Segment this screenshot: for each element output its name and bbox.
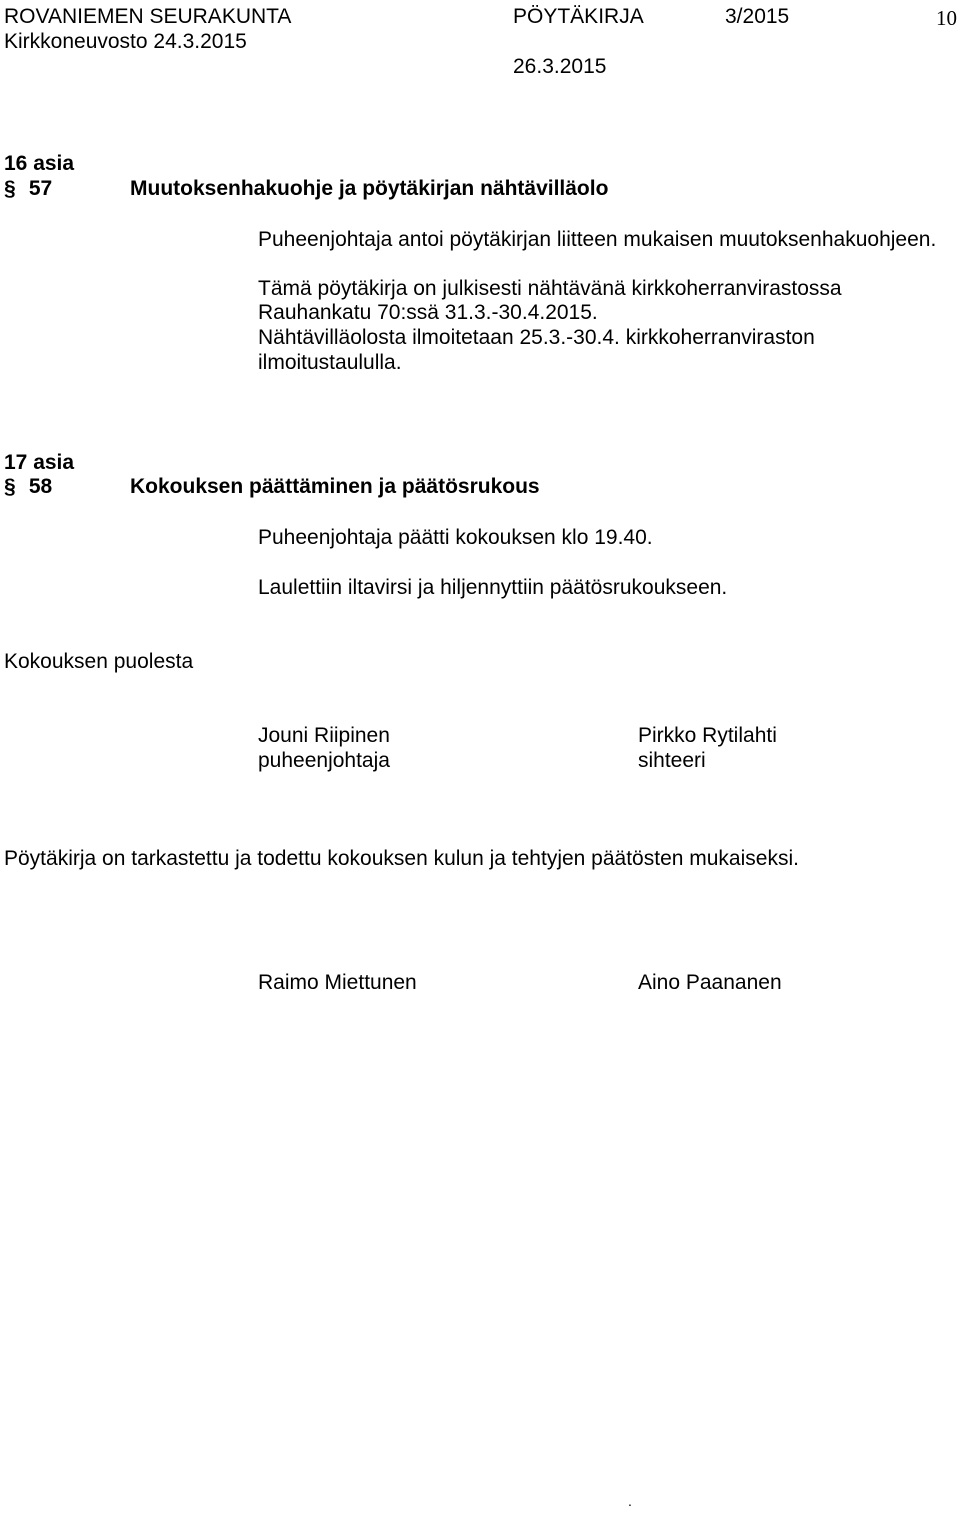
item-57-title: Muutoksenhakuohje ja pöytäkirjan nähtävilläolo (130, 177, 609, 200)
meeting-name: Kirkkoneuvosto 24.3.2015 (4, 30, 247, 53)
item-58-paragraph-2: Laulettiin iltavirsi ja hiljennyttiin päätösrukoukseen. (258, 576, 728, 599)
item-58-title: Kokouksen päättäminen ja päätösrukous (130, 475, 540, 498)
document-type: PÖYTÄKIRJA (513, 5, 644, 28)
item-57-paragraph-2: Tämä pöytäkirja on julkisesti nähtävänä kirkkoherranvirastossa (258, 277, 842, 300)
item-57-paragraph-5: ilmoitustaululla. (258, 351, 402, 374)
signatures-label: Kokouksen puolesta (4, 650, 194, 673)
verification-statement: Pöytäkirja on tarkastettu ja todettu kokouksen kulun ja tehtyjen päätösten mukaiseksi. (4, 847, 799, 870)
item-58-number: 58 (28, 475, 53, 498)
secretary-name: Pirkko Rytilahti (638, 724, 777, 747)
footer-mark: . (628, 1493, 632, 1509)
section-icon: § (4, 177, 16, 200)
document-number: 3/2015 (725, 5, 790, 28)
item-17-asia: 17 asia (4, 451, 75, 474)
secretary-role: sihteeri (638, 749, 706, 772)
checker-2-name: Aino Paananen (638, 971, 782, 994)
item-58-heading (4, 475, 52, 499)
item-57-paragraph-3: Rauhankatu 70:ssä 31.3.-30.4.2015. (258, 301, 598, 324)
item-57-paragraph-1: Puheenjohtaja antoi pöytäkirjan liitteen mukaisen muutoksenhakuohjeen. (258, 228, 937, 251)
document-date: 26.3.2015 (513, 55, 607, 78)
chair-name: Jouni Riipinen (258, 724, 390, 747)
chair-role: puheenjohtaja (258, 749, 390, 772)
item-57-number: 57 (28, 177, 53, 200)
section-icon: § (4, 475, 16, 498)
item-16-asia: 16 asia (4, 152, 75, 175)
item-58-paragraph-1: Puheenjohtaja päätti kokouksen klo 19.40. (258, 526, 653, 549)
item-57-paragraph-4: Nähtävilläolosta ilmoitetaan 25.3.-30.4. kirkkoherranviraston (258, 326, 815, 349)
checker-1-name: Raimo Miettunen (258, 971, 417, 994)
item-57-heading (4, 177, 52, 201)
page-number: 10 (936, 6, 957, 30)
organization-name: ROVANIEMEN SEURAKUNTA (4, 5, 292, 28)
